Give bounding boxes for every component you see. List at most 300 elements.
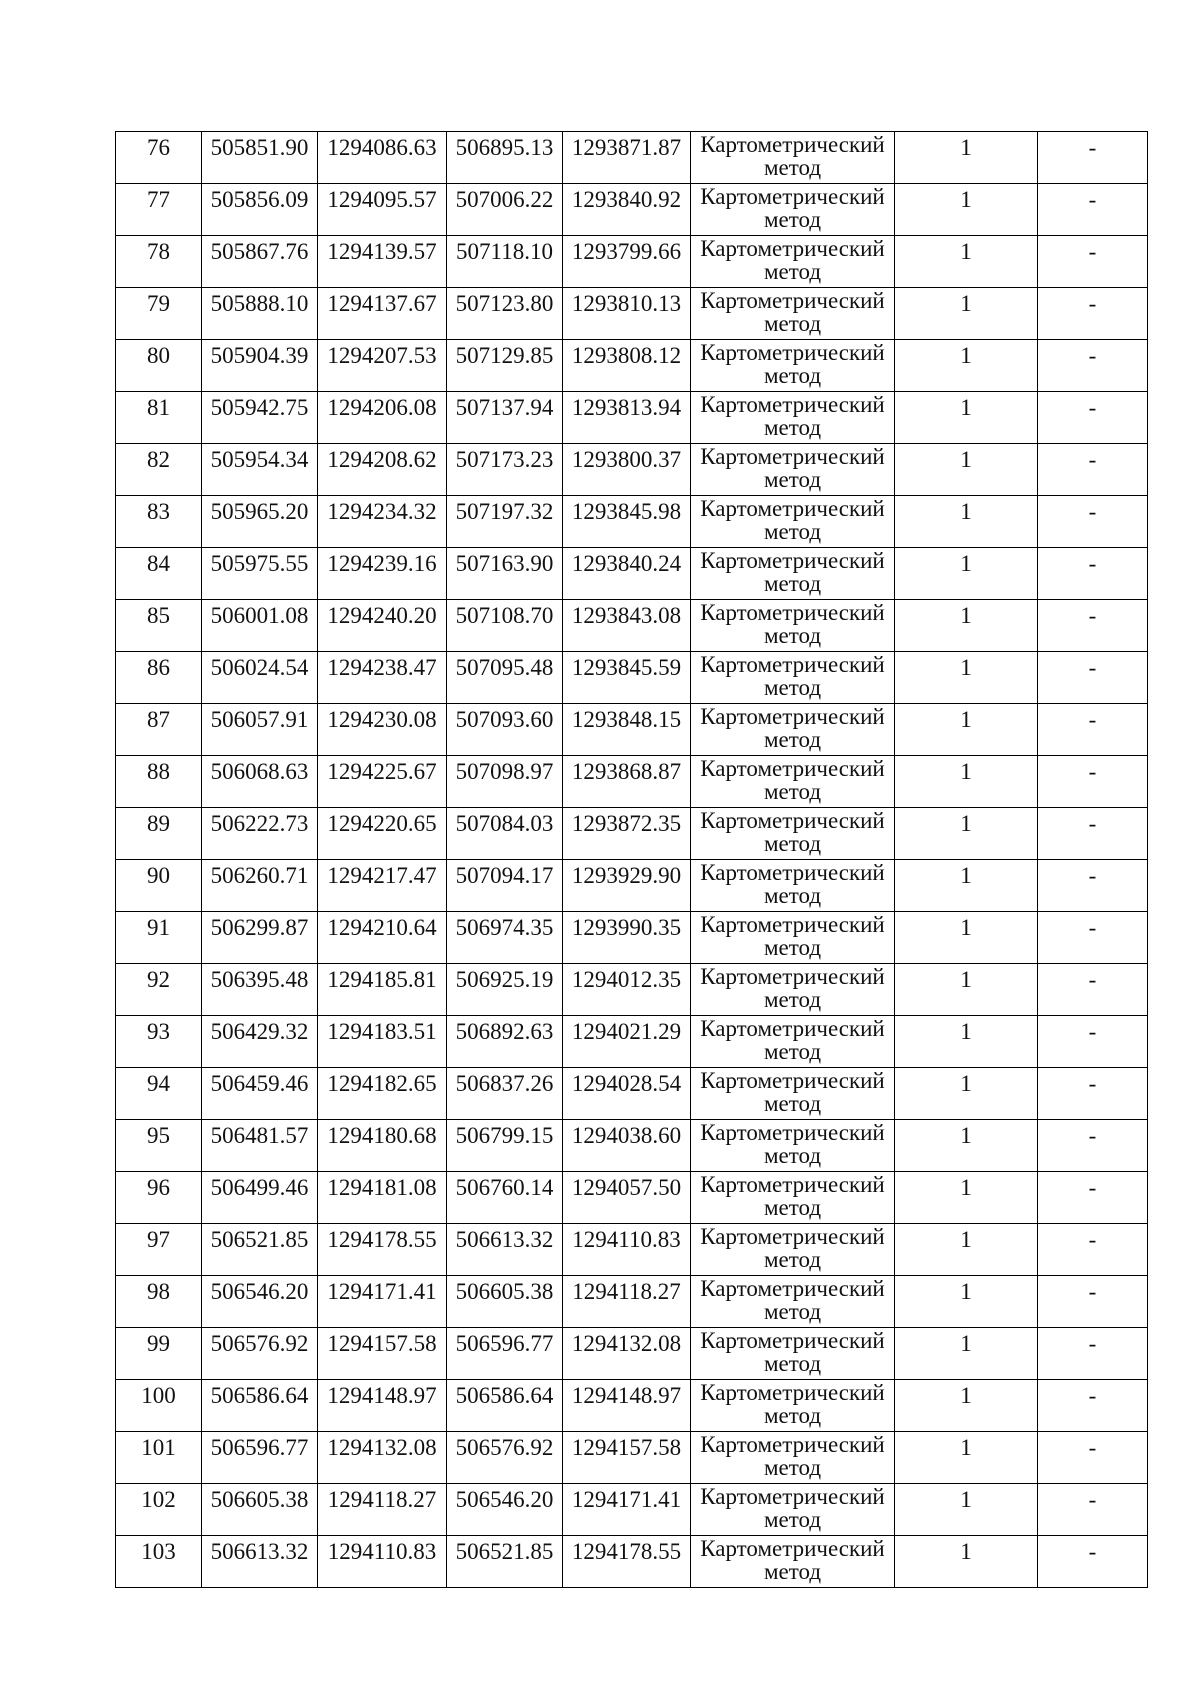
method-cell — [691, 600, 895, 652]
accuracy-cell: 1 — [895, 860, 1038, 912]
method-line-1: Картометрический — [700, 756, 885, 781]
method-cell — [691, 496, 895, 548]
method-cell — [691, 1432, 895, 1484]
y-old-cell: 1294225.67 — [318, 756, 447, 808]
table-row — [116, 548, 1148, 600]
method-line-2: метод — [763, 1143, 822, 1168]
y-old-cell: 1294148.97 — [318, 1380, 447, 1432]
x-old-cell: 505975.55 — [202, 548, 318, 600]
table-row — [116, 1016, 1148, 1068]
y-old-cell: 1294207.53 — [318, 340, 447, 392]
y-new-cell: 1293929.90 — [563, 860, 691, 912]
table-row — [116, 1380, 1148, 1432]
y-new-cell: 1293840.24 — [563, 548, 691, 600]
table-row — [116, 1068, 1148, 1120]
point-number-cell: 84 — [116, 548, 202, 600]
accuracy-cell: 1 — [895, 236, 1038, 288]
y-new-cell: 1293840.92 — [563, 184, 691, 236]
y-old-cell: 1294220.65 — [318, 808, 447, 860]
point-number-cell: 77 — [116, 184, 202, 236]
accuracy-cell: 1 — [895, 392, 1038, 444]
y-new-cell: 1293808.12 — [563, 340, 691, 392]
x-new-cell: 506521.85 — [447, 1536, 563, 1588]
x-old-cell: 506222.73 — [202, 808, 318, 860]
x-new-cell: 507095.48 — [447, 652, 563, 704]
x-old-cell: 505888.10 — [202, 288, 318, 340]
table-row — [116, 184, 1148, 236]
method-cell — [691, 132, 895, 184]
point-number-cell: 103 — [116, 1536, 202, 1588]
method-cell — [691, 1016, 895, 1068]
x-old-cell: 506024.54 — [202, 652, 318, 704]
point-number-cell: 85 — [116, 600, 202, 652]
point-number-cell: 78 — [116, 236, 202, 288]
description-cell: - — [1038, 704, 1148, 756]
point-number-cell: 100 — [116, 1380, 202, 1432]
description-cell: - — [1038, 912, 1148, 964]
accuracy-cell: 1 — [895, 496, 1038, 548]
x-old-cell: 506001.08 — [202, 600, 318, 652]
x-new-cell: 506605.38 — [447, 1276, 563, 1328]
method-line-1: Картометрический — [700, 1328, 885, 1353]
accuracy-cell: 1 — [895, 1068, 1038, 1120]
method-line-2: метод — [763, 1507, 822, 1532]
description-cell: - — [1038, 496, 1148, 548]
description-cell: - — [1038, 444, 1148, 496]
accuracy-cell: 1 — [895, 1016, 1038, 1068]
description-cell: - — [1038, 1380, 1148, 1432]
x-new-cell: 507163.90 — [447, 548, 563, 600]
y-new-cell: 1294038.60 — [563, 1120, 691, 1172]
y-old-cell: 1294208.62 — [318, 444, 447, 496]
x-new-cell: 507098.97 — [447, 756, 563, 808]
y-old-cell: 1294182.65 — [318, 1068, 447, 1120]
x-new-cell: 506613.32 — [447, 1224, 563, 1276]
method-line-1: Картометрический — [700, 1484, 885, 1509]
y-new-cell: 1293845.59 — [563, 652, 691, 704]
method-line-1: Картометрический — [700, 496, 885, 521]
x-old-cell: 506068.63 — [202, 756, 318, 808]
table-row — [116, 1432, 1148, 1484]
y-new-cell: 1294171.41 — [563, 1484, 691, 1536]
point-number-cell: 86 — [116, 652, 202, 704]
x-new-cell: 507118.10 — [447, 236, 563, 288]
method-cell — [691, 548, 895, 600]
accuracy-cell: 1 — [895, 444, 1038, 496]
description-cell: - — [1038, 964, 1148, 1016]
y-new-cell: 1293843.08 — [563, 600, 691, 652]
method-cell — [691, 340, 895, 392]
x-new-cell: 506974.35 — [447, 912, 563, 964]
description-cell: - — [1038, 600, 1148, 652]
y-old-cell: 1294110.83 — [318, 1536, 447, 1588]
method-line-1: Картометрический — [700, 1120, 885, 1145]
method-line-2: метод — [763, 571, 822, 596]
method-line-1: Картометрический — [700, 808, 885, 833]
point-number-cell: 96 — [116, 1172, 202, 1224]
method-cell — [691, 236, 895, 288]
y-new-cell: 1294148.97 — [563, 1380, 691, 1432]
point-number-cell: 97 — [116, 1224, 202, 1276]
table-row — [116, 1120, 1148, 1172]
y-old-cell: 1294132.08 — [318, 1432, 447, 1484]
accuracy-cell: 1 — [895, 1120, 1038, 1172]
method-line-1: Картометрический — [700, 1068, 885, 1093]
description-cell: - — [1038, 1016, 1148, 1068]
x-old-cell: 506429.32 — [202, 1016, 318, 1068]
accuracy-cell: 1 — [895, 548, 1038, 600]
method-line-1: Картометрический — [700, 288, 885, 313]
y-old-cell: 1294238.47 — [318, 652, 447, 704]
accuracy-cell: 1 — [895, 912, 1038, 964]
y-new-cell: 1293799.66 — [563, 236, 691, 288]
method-cell — [691, 1328, 895, 1380]
x-new-cell: 507173.23 — [447, 444, 563, 496]
method-line-2: метод — [763, 623, 822, 648]
x-old-cell: 506546.20 — [202, 1276, 318, 1328]
x-old-cell: 506057.91 — [202, 704, 318, 756]
method-line-2: метод — [763, 363, 822, 388]
x-new-cell: 507129.85 — [447, 340, 563, 392]
y-new-cell: 1293845.98 — [563, 496, 691, 548]
method-line-2: метод — [763, 207, 822, 232]
description-cell: - — [1038, 1536, 1148, 1588]
y-old-cell: 1294178.55 — [318, 1224, 447, 1276]
accuracy-cell: 1 — [895, 132, 1038, 184]
x-old-cell: 505851.90 — [202, 132, 318, 184]
y-old-cell: 1294210.64 — [318, 912, 447, 964]
y-old-cell: 1294183.51 — [318, 1016, 447, 1068]
method-line-2: метод — [763, 415, 822, 440]
table-row — [116, 236, 1148, 288]
description-cell: - — [1038, 1432, 1148, 1484]
method-line-2: метод — [763, 1039, 822, 1064]
y-new-cell: 1294021.29 — [563, 1016, 691, 1068]
x-old-cell: 506596.77 — [202, 1432, 318, 1484]
table-row — [116, 1224, 1148, 1276]
method-line-2: метод — [763, 259, 822, 284]
y-old-cell: 1294137.67 — [318, 288, 447, 340]
method-line-2: метод — [763, 1403, 822, 1428]
y-old-cell: 1294180.68 — [318, 1120, 447, 1172]
description-cell: - — [1038, 1172, 1148, 1224]
method-cell — [691, 808, 895, 860]
method-line-2: метод — [763, 1091, 822, 1116]
x-new-cell: 507197.32 — [447, 496, 563, 548]
method-cell — [691, 704, 895, 756]
method-line-2: метод — [763, 1455, 822, 1480]
y-old-cell: 1294206.08 — [318, 392, 447, 444]
method-line-2: метод — [763, 1299, 822, 1324]
x-old-cell: 505867.76 — [202, 236, 318, 288]
description-cell: - — [1038, 288, 1148, 340]
point-number-cell: 80 — [116, 340, 202, 392]
description-cell: - — [1038, 236, 1148, 288]
description-cell: - — [1038, 1276, 1148, 1328]
method-line-2: метод — [763, 727, 822, 752]
x-new-cell: 506799.15 — [447, 1120, 563, 1172]
method-cell — [691, 860, 895, 912]
x-new-cell: 507108.70 — [447, 600, 563, 652]
x-new-cell: 506596.77 — [447, 1328, 563, 1380]
accuracy-cell: 1 — [895, 1536, 1038, 1588]
y-new-cell: 1293813.94 — [563, 392, 691, 444]
accuracy-cell: 1 — [895, 1172, 1038, 1224]
y-old-cell: 1294157.58 — [318, 1328, 447, 1380]
y-old-cell: 1294118.27 — [318, 1484, 447, 1536]
point-number-cell: 91 — [116, 912, 202, 964]
method-line-2: метод — [763, 987, 822, 1012]
y-old-cell: 1294239.16 — [318, 548, 447, 600]
description-cell: - — [1038, 652, 1148, 704]
method-line-1: Картометрический — [700, 444, 885, 469]
point-number-cell: 101 — [116, 1432, 202, 1484]
method-line-1: Картометрический — [700, 860, 885, 885]
method-cell — [691, 1484, 895, 1536]
description-cell: - — [1038, 1484, 1148, 1536]
point-number-cell: 76 — [116, 132, 202, 184]
table-row — [116, 860, 1148, 912]
description-cell: - — [1038, 1328, 1148, 1380]
accuracy-cell: 1 — [895, 1432, 1038, 1484]
accuracy-cell: 1 — [895, 340, 1038, 392]
y-new-cell: 1293990.35 — [563, 912, 691, 964]
x-old-cell: 506395.48 — [202, 964, 318, 1016]
x-old-cell: 506605.38 — [202, 1484, 318, 1536]
method-line-2: метод — [763, 831, 822, 856]
method-line-1: Картометрический — [700, 1432, 885, 1457]
y-new-cell: 1293848.15 — [563, 704, 691, 756]
table-row — [116, 1484, 1148, 1536]
x-old-cell: 506459.46 — [202, 1068, 318, 1120]
coordinates-table — [115, 131, 1148, 1588]
x-new-cell: 507123.80 — [447, 288, 563, 340]
table-row — [116, 288, 1148, 340]
method-cell — [691, 1172, 895, 1224]
method-cell — [691, 756, 895, 808]
x-old-cell: 506299.87 — [202, 912, 318, 964]
table-row — [116, 444, 1148, 496]
table-row — [116, 652, 1148, 704]
x-new-cell: 507094.17 — [447, 860, 563, 912]
x-new-cell: 506892.63 — [447, 1016, 563, 1068]
x-old-cell: 505942.75 — [202, 392, 318, 444]
method-cell — [691, 912, 895, 964]
point-number-cell: 87 — [116, 704, 202, 756]
method-line-2: метод — [763, 935, 822, 960]
table-row — [116, 964, 1148, 1016]
accuracy-cell: 1 — [895, 184, 1038, 236]
table-row — [116, 600, 1148, 652]
x-old-cell: 505856.09 — [202, 184, 318, 236]
point-number-cell: 90 — [116, 860, 202, 912]
x-old-cell: 506586.64 — [202, 1380, 318, 1432]
x-new-cell: 506895.13 — [447, 132, 563, 184]
method-cell — [691, 964, 895, 1016]
table-row — [116, 340, 1148, 392]
table-row — [116, 496, 1148, 548]
accuracy-cell: 1 — [895, 964, 1038, 1016]
method-cell — [691, 392, 895, 444]
y-old-cell: 1294139.57 — [318, 236, 447, 288]
y-new-cell: 1293800.37 — [563, 444, 691, 496]
description-cell: - — [1038, 860, 1148, 912]
method-line-1: Картометрический — [700, 1224, 885, 1249]
accuracy-cell: 1 — [895, 652, 1038, 704]
x-old-cell: 506576.92 — [202, 1328, 318, 1380]
method-line-2: метод — [763, 467, 822, 492]
method-line-1: Картометрический — [700, 132, 885, 157]
accuracy-cell: 1 — [895, 704, 1038, 756]
accuracy-cell: 1 — [895, 1224, 1038, 1276]
description-cell: - — [1038, 184, 1148, 236]
point-number-cell: 79 — [116, 288, 202, 340]
y-new-cell: 1294178.55 — [563, 1536, 691, 1588]
x-old-cell: 505965.20 — [202, 496, 318, 548]
y-new-cell: 1294118.27 — [563, 1276, 691, 1328]
point-number-cell: 98 — [116, 1276, 202, 1328]
accuracy-cell: 1 — [895, 1380, 1038, 1432]
accuracy-cell: 1 — [895, 600, 1038, 652]
y-old-cell: 1294240.20 — [318, 600, 447, 652]
x-old-cell: 505954.34 — [202, 444, 318, 496]
y-old-cell: 1294086.63 — [318, 132, 447, 184]
method-line-2: метод — [763, 1559, 822, 1584]
description-cell: - — [1038, 548, 1148, 600]
x-old-cell: 506521.85 — [202, 1224, 318, 1276]
method-line-2: метод — [763, 519, 822, 544]
description-cell: - — [1038, 1068, 1148, 1120]
method-cell — [691, 184, 895, 236]
point-number-cell: 83 — [116, 496, 202, 548]
point-number-cell: 94 — [116, 1068, 202, 1120]
x-new-cell: 507137.94 — [447, 392, 563, 444]
method-line-1: Картометрический — [700, 184, 885, 209]
method-line-2: метод — [763, 675, 822, 700]
method-cell — [691, 1224, 895, 1276]
table-row — [116, 1172, 1148, 1224]
accuracy-cell: 1 — [895, 1276, 1038, 1328]
point-number-cell: 89 — [116, 808, 202, 860]
method-line-1: Картометрический — [700, 1276, 885, 1301]
x-new-cell: 507093.60 — [447, 704, 563, 756]
description-cell: - — [1038, 808, 1148, 860]
method-line-2: метод — [763, 1247, 822, 1272]
x-new-cell: 506760.14 — [447, 1172, 563, 1224]
method-line-1: Картометрический — [700, 1380, 885, 1405]
y-old-cell: 1294171.41 — [318, 1276, 447, 1328]
method-cell — [691, 1068, 895, 1120]
accuracy-cell: 1 — [895, 288, 1038, 340]
x-new-cell: 507084.03 — [447, 808, 563, 860]
x-new-cell: 506925.19 — [447, 964, 563, 1016]
table-row — [116, 756, 1148, 808]
description-cell: - — [1038, 392, 1148, 444]
y-new-cell: 1294028.54 — [563, 1068, 691, 1120]
method-line-1: Картометрический — [700, 1536, 885, 1561]
x-old-cell: 506481.57 — [202, 1120, 318, 1172]
x-new-cell: 506546.20 — [447, 1484, 563, 1536]
method-cell — [691, 444, 895, 496]
accuracy-cell: 1 — [895, 1484, 1038, 1536]
method-line-1: Картометрический — [700, 964, 885, 989]
method-cell — [691, 1536, 895, 1588]
y-new-cell: 1293872.35 — [563, 808, 691, 860]
x-new-cell: 506837.26 — [447, 1068, 563, 1120]
description-cell: - — [1038, 340, 1148, 392]
x-new-cell: 507006.22 — [447, 184, 563, 236]
table-row — [116, 1328, 1148, 1380]
y-old-cell: 1294230.08 — [318, 704, 447, 756]
y-new-cell: 1294012.35 — [563, 964, 691, 1016]
point-number-cell: 95 — [116, 1120, 202, 1172]
x-old-cell: 505904.39 — [202, 340, 318, 392]
point-number-cell: 82 — [116, 444, 202, 496]
method-line-2: метод — [763, 1351, 822, 1376]
y-new-cell: 1293868.87 — [563, 756, 691, 808]
table-row — [116, 1276, 1148, 1328]
y-new-cell: 1294157.58 — [563, 1432, 691, 1484]
method-line-2: метод — [763, 883, 822, 908]
y-new-cell: 1294057.50 — [563, 1172, 691, 1224]
method-cell — [691, 652, 895, 704]
table-row — [116, 808, 1148, 860]
table-row — [116, 132, 1148, 184]
method-line-1: Картометрический — [700, 392, 885, 417]
table-row — [116, 392, 1148, 444]
point-number-cell: 92 — [116, 964, 202, 1016]
point-number-cell: 102 — [116, 1484, 202, 1536]
method-line-1: Картометрический — [700, 912, 885, 937]
method-line-1: Картометрический — [700, 340, 885, 365]
x-new-cell: 506586.64 — [447, 1380, 563, 1432]
accuracy-cell: 1 — [895, 1328, 1038, 1380]
method-line-1: Картометрический — [700, 548, 885, 573]
method-line-2: метод — [763, 779, 822, 804]
coordinates-table-page — [115, 131, 1147, 1588]
accuracy-cell: 1 — [895, 808, 1038, 860]
method-line-1: Картометрический — [700, 704, 885, 729]
method-cell — [691, 1120, 895, 1172]
x-new-cell: 506576.92 — [447, 1432, 563, 1484]
method-line-1: Картометрический — [700, 600, 885, 625]
table-row — [116, 912, 1148, 964]
x-old-cell: 506499.46 — [202, 1172, 318, 1224]
x-old-cell: 506260.71 — [202, 860, 318, 912]
y-old-cell: 1294185.81 — [318, 964, 447, 1016]
description-cell: - — [1038, 1120, 1148, 1172]
description-cell: - — [1038, 1224, 1148, 1276]
method-line-1: Картометрический — [700, 1172, 885, 1197]
y-new-cell: 1293871.87 — [563, 132, 691, 184]
y-old-cell: 1294234.32 — [318, 496, 447, 548]
method-line-1: Картометрический — [700, 1016, 885, 1041]
method-cell — [691, 288, 895, 340]
method-line-1: Картометрический — [700, 652, 885, 677]
y-new-cell: 1293810.13 — [563, 288, 691, 340]
point-number-cell: 81 — [116, 392, 202, 444]
y-old-cell: 1294095.57 — [318, 184, 447, 236]
method-line-1: Картометрический — [700, 236, 885, 261]
method-cell — [691, 1276, 895, 1328]
point-number-cell: 99 — [116, 1328, 202, 1380]
method-line-2: метод — [763, 155, 822, 180]
description-cell: - — [1038, 756, 1148, 808]
description-cell: - — [1038, 132, 1148, 184]
table-body — [116, 132, 1148, 1588]
method-line-2: метод — [763, 311, 822, 336]
point-number-cell: 88 — [116, 756, 202, 808]
